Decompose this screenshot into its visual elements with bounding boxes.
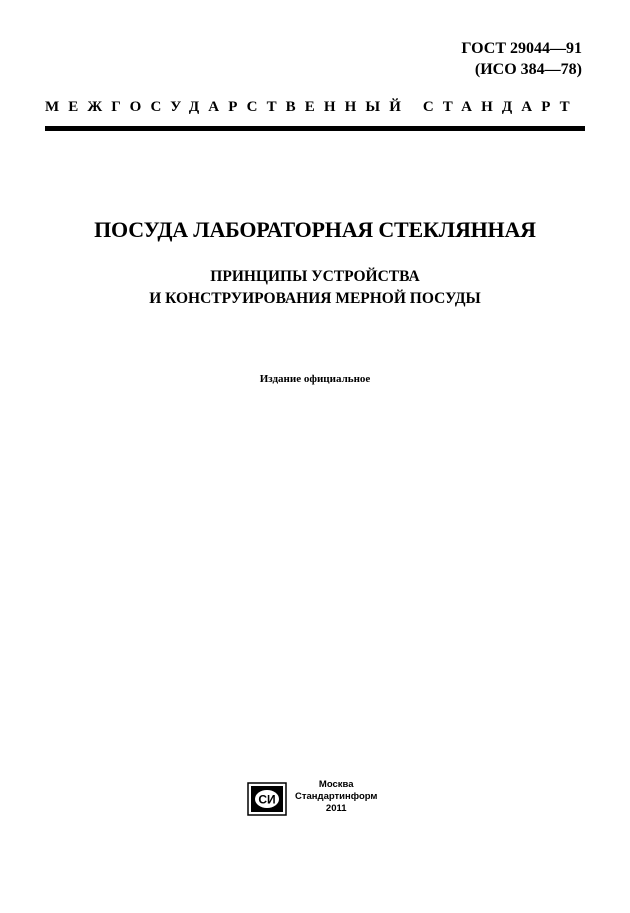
publication-year: 2011 — [325, 803, 347, 814]
document-title: ПОСУДА ЛАБОРАТОРНАЯ СТЕКЛЯННАЯ — [94, 217, 536, 242]
gost-number: ГОСТ 29044—91 — [461, 40, 582, 57]
standartinform-logo-icon — [247, 782, 287, 816]
standard-type-heading: МЕЖГОСУДАРСТВЕННЫЙ СТАНДАРТ — [45, 99, 579, 115]
publisher-info — [295, 779, 377, 815]
publisher-name: Стандартинформ — [295, 791, 378, 802]
header-rule — [45, 126, 585, 131]
document-subtitle — [0, 266, 630, 310]
edition-label: Издание официальное — [259, 373, 371, 385]
subtitle-line-2: И КОНСТРУИРОВАНИЯ МЕРНОЙ ПОСУДЫ — [149, 290, 481, 307]
document-number — [461, 38, 582, 80]
logo-text: СИ — [258, 792, 276, 807]
publisher-city: Москва — [318, 779, 354, 790]
publisher-block — [247, 778, 377, 816]
iso-number: (ИСО 384—78) — [474, 61, 582, 78]
subtitle-line-1: ПРИНЦИПЫ УСТРОЙСТВА — [210, 268, 420, 285]
